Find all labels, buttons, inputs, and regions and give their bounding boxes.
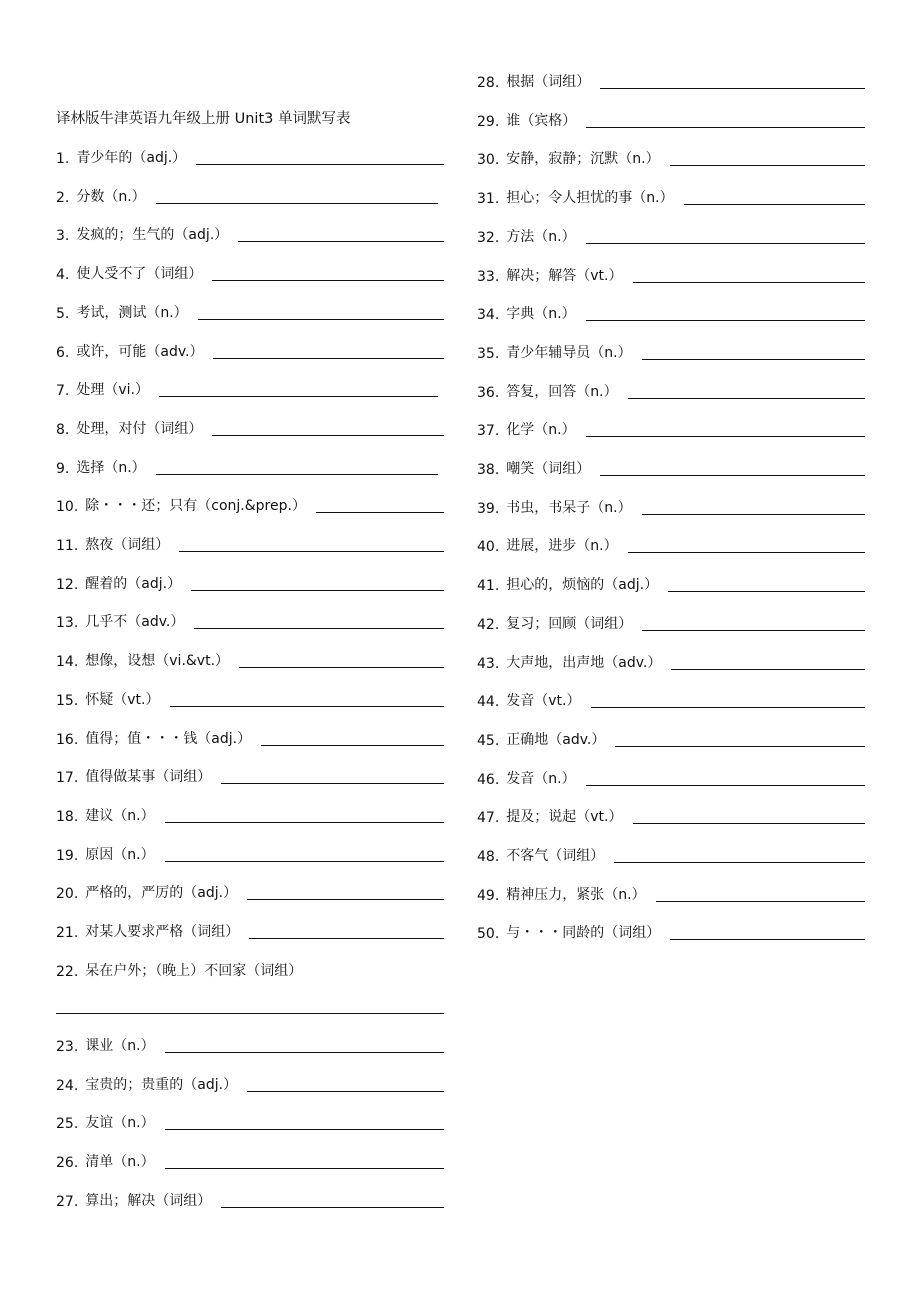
item-prompt: 复习；回顾（词组）	[506, 616, 633, 632]
vocab-item-40	[477, 533, 865, 555]
answer-blank[interactable]	[165, 1052, 444, 1053]
item-number: 3.	[56, 228, 70, 244]
item-number: 7.	[56, 383, 70, 399]
vocab-item-30	[477, 146, 865, 168]
item-number: 9.	[56, 461, 70, 477]
item-prompt: 青少年的（adj.）	[76, 150, 187, 166]
item-prompt: 课业（n.）	[85, 1038, 155, 1054]
item-number: 10.	[56, 499, 79, 515]
answer-blank[interactable]	[586, 243, 865, 244]
answer-blank[interactable]	[684, 204, 865, 205]
item-prompt: 进展，进步（n.）	[506, 538, 618, 554]
vocab-item-21	[56, 919, 444, 941]
item-prompt: 考试，测试（n.）	[76, 305, 188, 321]
item-number: 13.	[56, 615, 79, 631]
item-prompt: 除・・・还；只有（conj.&prep.）	[85, 498, 306, 514]
item-prompt: 谁（宾格）	[506, 113, 577, 129]
vocab-item-32	[477, 224, 865, 246]
item-number: 5.	[56, 306, 70, 322]
item-number: 11.	[56, 538, 79, 554]
answer-line-item-22[interactable]	[56, 1013, 444, 1014]
answer-blank[interactable]	[615, 746, 865, 747]
answer-blank[interactable]	[247, 899, 444, 900]
item-prompt: 解决；解答（vt.）	[506, 268, 623, 284]
answer-blank[interactable]	[633, 823, 866, 824]
vocab-item-16	[56, 726, 444, 748]
item-number: 44.	[477, 694, 500, 710]
item-number: 46.	[477, 772, 500, 788]
item-number: 29.	[477, 114, 500, 130]
item-number: 42.	[477, 617, 500, 633]
item-prompt: 书虫，书呆子（n.）	[506, 500, 632, 516]
item-number: 4.	[56, 267, 70, 283]
answer-blank[interactable]	[194, 628, 444, 629]
answer-blank[interactable]	[191, 590, 444, 591]
item-prompt: 值得；值・・・钱（adj.）	[85, 731, 252, 747]
item-prompt: 熬夜（词组）	[85, 537, 170, 553]
vocab-item-17	[56, 764, 444, 786]
item-prompt: 选择（n.）	[76, 460, 146, 476]
vocab-item-35	[477, 340, 865, 362]
vocab-item-42	[477, 611, 865, 633]
item-prompt: 大声地，出声地（adv.）	[506, 655, 662, 671]
vocab-item-4	[56, 261, 444, 283]
item-prompt: 建议（n.）	[85, 808, 155, 824]
item-number: 49.	[477, 888, 500, 904]
item-prompt: 字典（n.）	[506, 306, 576, 322]
item-number: 47.	[477, 810, 500, 826]
vocab-item-12	[56, 571, 444, 593]
answer-blank[interactable]	[670, 165, 865, 166]
answer-blank[interactable]	[670, 939, 865, 940]
vocab-item-41	[477, 572, 865, 594]
item-number: 48.	[477, 849, 500, 865]
item-prompt: 怀疑（vt.）	[85, 692, 160, 708]
answer-blank[interactable]	[249, 938, 444, 939]
answer-blank[interactable]	[221, 1207, 444, 1208]
item-prompt: 严格的，严厉的（adj.）	[85, 885, 238, 901]
answer-blank[interactable]	[600, 88, 865, 89]
vocab-item-38	[477, 456, 865, 478]
answer-blank[interactable]	[196, 164, 444, 165]
answer-blank[interactable]	[642, 630, 865, 631]
item-prompt: 算出；解决（词组）	[85, 1193, 212, 1209]
item-number: 6.	[56, 345, 70, 361]
answer-blank[interactable]	[586, 436, 865, 437]
item-prompt: 方法（n.）	[506, 229, 576, 245]
item-prompt: 对某人要求严格（词组）	[85, 924, 240, 940]
vocab-item-23	[56, 1033, 444, 1055]
item-number: 28.	[477, 75, 500, 91]
vocab-item-28	[477, 69, 865, 91]
item-number: 35.	[477, 346, 500, 362]
vocab-item-18	[56, 803, 444, 825]
vocab-item-6	[56, 339, 444, 361]
vocab-item-3	[56, 222, 444, 244]
vocab-item-2	[56, 184, 444, 206]
item-prompt: 发音（vt.）	[506, 693, 581, 709]
answer-blank[interactable]	[170, 706, 445, 707]
vocab-item-26	[56, 1149, 444, 1171]
vocab-item-8	[56, 416, 444, 438]
item-number: 43.	[477, 656, 500, 672]
vocab-item-33	[477, 263, 865, 285]
item-prompt: 醒着的（adj.）	[85, 576, 182, 592]
item-number: 34.	[477, 307, 500, 323]
vocab-item-49	[477, 882, 865, 904]
item-prompt: 处理，对付（词组）	[76, 421, 203, 437]
answer-blank[interactable]	[586, 785, 865, 786]
worksheet-title: 译林版牛津英语九年级上册 Unit3 单词默写表	[56, 111, 351, 127]
item-prompt: 想像，设想（vi.&vt.）	[85, 653, 230, 669]
item-number: 23.	[56, 1039, 79, 1055]
item-prompt: 处理（vi.）	[76, 382, 149, 398]
vocab-item-25	[56, 1110, 444, 1132]
vocab-item-5	[56, 300, 444, 322]
answer-blank[interactable]	[668, 591, 865, 592]
item-prompt: 呆在户外；（晚上）不回家（词组）	[85, 963, 303, 979]
vocab-item-13	[56, 609, 444, 631]
answer-blank[interactable]	[221, 783, 444, 784]
item-prompt: 根据（词组）	[506, 74, 591, 90]
answer-blank[interactable]	[656, 901, 865, 902]
item-prompt: 宝贵的；贵重的（adj.）	[85, 1077, 238, 1093]
item-number: 22.	[56, 964, 79, 980]
vocab-item-36	[477, 379, 865, 401]
item-number: 14.	[56, 654, 79, 670]
answer-blank[interactable]	[316, 512, 444, 513]
item-prompt: 精神压力，紧张（n.）	[506, 887, 646, 903]
item-prompt: 几乎不（adv.）	[85, 614, 185, 630]
item-prompt: 不客气（词组）	[506, 848, 605, 864]
item-prompt: 担心；令人担忧的事（n.）	[506, 190, 674, 206]
item-prompt: 答复，回答（n.）	[506, 384, 618, 400]
item-prompt: 发疯的；生气的（adj.）	[76, 227, 229, 243]
answer-blank[interactable]	[671, 669, 865, 670]
item-number: 16.	[56, 732, 79, 748]
answer-blank[interactable]	[165, 822, 444, 823]
answer-blank[interactable]	[261, 745, 444, 746]
vocab-item-43	[477, 650, 865, 672]
item-number: 25.	[56, 1116, 79, 1132]
item-number: 30.	[477, 152, 500, 168]
item-number: 33.	[477, 269, 500, 285]
vocab-item-15	[56, 687, 444, 709]
answer-blank[interactable]	[156, 203, 438, 204]
answer-blank[interactable]	[165, 861, 444, 862]
item-number: 40.	[477, 539, 500, 555]
item-prompt: 正确地（adv.）	[506, 732, 606, 748]
item-number: 37.	[477, 423, 500, 439]
vocab-item-39	[477, 495, 865, 517]
vocab-item-9	[56, 455, 444, 477]
item-prompt: 分数（n.）	[76, 189, 146, 205]
item-prompt: 与・・・同龄的（词组）	[506, 925, 661, 941]
answer-blank[interactable]	[247, 1091, 444, 1092]
item-prompt: 使人受不了（词组）	[76, 266, 203, 282]
item-number: 8.	[56, 422, 70, 438]
answer-blank[interactable]	[642, 514, 865, 515]
item-prompt: 友谊（n.）	[85, 1115, 155, 1131]
answer-blank[interactable]	[212, 280, 444, 281]
item-number: 45.	[477, 733, 500, 749]
item-number: 15.	[56, 693, 79, 709]
item-number: 38.	[477, 462, 500, 478]
item-number: 24.	[56, 1078, 79, 1094]
vocab-item-44	[477, 688, 865, 710]
vocab-item-14	[56, 648, 444, 670]
vocab-item-29	[477, 108, 865, 130]
answer-blank[interactable]	[165, 1129, 444, 1130]
answer-blank[interactable]	[642, 359, 865, 360]
vocab-item-37	[477, 417, 865, 439]
vocab-item-24	[56, 1072, 444, 1094]
answer-blank[interactable]	[159, 396, 438, 397]
answer-blank[interactable]	[239, 667, 444, 668]
item-prompt: 安静，寂静；沉默（n.）	[506, 151, 660, 167]
item-number: 21.	[56, 925, 79, 941]
vocab-item-27	[56, 1188, 444, 1210]
item-number: 18.	[56, 809, 79, 825]
vocab-item-1	[56, 145, 444, 167]
item-number: 50.	[477, 926, 500, 942]
answer-blank[interactable]	[198, 319, 444, 320]
item-number: 36.	[477, 385, 500, 401]
answer-blank[interactable]	[633, 282, 866, 283]
answer-blank[interactable]	[213, 358, 444, 359]
item-number: 1.	[56, 151, 70, 167]
item-number: 20.	[56, 886, 79, 902]
vocab-item-47	[477, 804, 865, 826]
item-prompt: 嘲笑（词组）	[506, 461, 591, 477]
vocab-item-46	[477, 766, 865, 788]
vocab-item-19	[56, 842, 444, 864]
item-number: 31.	[477, 191, 500, 207]
answer-blank[interactable]	[600, 475, 865, 476]
item-number: 19.	[56, 848, 79, 864]
item-number: 41.	[477, 578, 500, 594]
item-prompt: 担心的，烦恼的（adj.）	[506, 577, 659, 593]
item-number: 27.	[56, 1194, 79, 1210]
vocab-item-11	[56, 532, 444, 554]
item-number: 2.	[56, 190, 70, 206]
item-prompt: 清单（n.）	[85, 1154, 155, 1170]
vocab-item-22	[56, 958, 444, 980]
vocab-item-50	[477, 920, 865, 942]
item-prompt: 化学（n.）	[506, 422, 576, 438]
vocab-item-45	[477, 727, 865, 749]
answer-blank[interactable]	[614, 862, 865, 863]
item-number: 39.	[477, 501, 500, 517]
vocab-item-34	[477, 301, 865, 323]
answer-blank[interactable]	[165, 1168, 444, 1169]
vocab-item-31	[477, 185, 865, 207]
item-prompt: 原因（n.）	[85, 847, 155, 863]
vocab-item-10	[56, 493, 444, 515]
vocab-item-20	[56, 880, 444, 902]
item-prompt: 发音（n.）	[506, 771, 576, 787]
answer-blank[interactable]	[156, 474, 438, 475]
answer-blank[interactable]	[179, 551, 444, 552]
item-number: 17.	[56, 770, 79, 786]
answer-blank[interactable]	[591, 707, 866, 708]
item-prompt: 青少年辅导员（n.）	[506, 345, 632, 361]
answer-blank[interactable]	[628, 552, 865, 553]
item-prompt: 值得做某事（词组）	[85, 769, 212, 785]
answer-blank[interactable]	[586, 127, 865, 128]
answer-blank[interactable]	[628, 398, 865, 399]
vocab-item-48	[477, 843, 865, 865]
item-number: 12.	[56, 577, 79, 593]
item-prompt: 提及；说起（vt.）	[506, 809, 623, 825]
answer-blank[interactable]	[586, 320, 865, 321]
item-number: 32.	[477, 230, 500, 246]
answer-blank[interactable]	[212, 435, 444, 436]
vocab-item-7	[56, 377, 444, 399]
item-number: 26.	[56, 1155, 79, 1171]
answer-blank[interactable]	[238, 241, 444, 242]
item-prompt: 或许，可能（adv.）	[76, 344, 204, 360]
